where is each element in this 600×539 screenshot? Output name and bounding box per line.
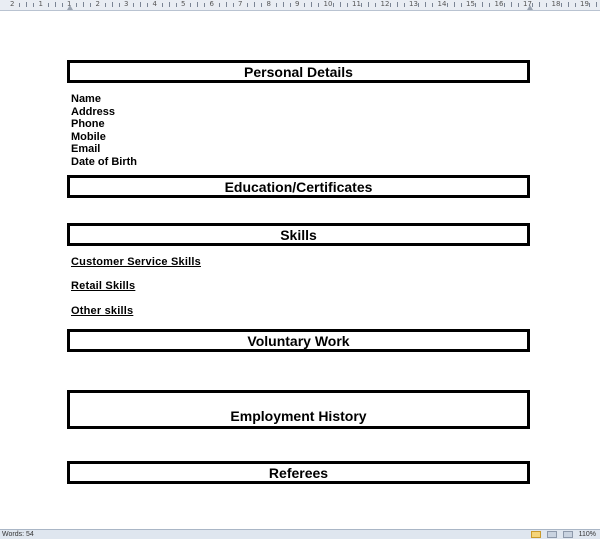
section-voluntary-work (67, 329, 530, 352)
field-label: Mobile (71, 130, 106, 143)
ruler-number: 18 (551, 0, 561, 8)
section-title: Skills (280, 226, 317, 243)
ruler-tick (55, 2, 56, 7)
horizontal-ruler[interactable] (0, 0, 600, 11)
ruler-tick (575, 3, 576, 7)
field-label: Name (71, 93, 101, 105)
ruler-number: 2 (10, 0, 15, 8)
ruler-tick (340, 2, 341, 7)
ruler-tick (511, 2, 512, 7)
ruler-tick (147, 3, 148, 7)
ruler-tick (226, 2, 227, 7)
ruler-tick (561, 3, 562, 7)
zoom-level[interactable]: 110% (578, 531, 596, 538)
field-label: Date of Birth (71, 155, 137, 168)
ruler-number: 1 (67, 0, 72, 8)
ruler-tick (489, 3, 490, 7)
ruler-number: 8 (266, 0, 271, 8)
ruler-number: 4 (152, 0, 157, 8)
section-title: Personal Details (244, 63, 353, 80)
print-layout-view-button[interactable] (531, 531, 541, 538)
ruler-number: 19 (580, 0, 589, 8)
section-employment-history (67, 390, 530, 429)
ruler-number: 12 (380, 0, 390, 8)
ruler-number: 7 (238, 0, 243, 8)
personal-fields-list (71, 93, 137, 168)
ruler-number: 16 (494, 0, 504, 8)
ruler-tick (83, 2, 84, 7)
ruler-number: 14 (437, 0, 447, 8)
section-education (67, 175, 530, 198)
ruler-tick (197, 2, 198, 7)
ruler-tick (19, 3, 20, 7)
section-title: Voluntary Work (247, 332, 350, 349)
ruler-tick (219, 3, 220, 7)
ruler-number: 2 (95, 0, 100, 8)
ruler-tick (589, 3, 590, 7)
ruler-tick (133, 3, 134, 7)
ruler-tick (90, 3, 91, 7)
ruler-tick (482, 2, 483, 7)
ruler-number: 6 (209, 0, 214, 8)
ruler-tick (596, 2, 597, 7)
ruler-tick (162, 3, 163, 7)
ruler-tick (247, 3, 248, 7)
document-page[interactable] (0, 11, 600, 529)
ruler-tick (361, 3, 362, 7)
ruler-tick (76, 3, 77, 7)
skill-heading: Customer Service Skills (71, 256, 201, 268)
ruler-tick (290, 3, 291, 7)
field-label: Phone (71, 118, 105, 130)
section-title: Referees (268, 464, 329, 481)
ruler-tick (190, 3, 191, 7)
ruler-number: 13 (409, 0, 418, 8)
ruler-tick (539, 2, 540, 7)
ruler-tick (475, 3, 476, 7)
ruler-tick (404, 3, 405, 7)
ruler-tick (432, 3, 433, 7)
ruler-number: 10 (323, 0, 333, 8)
ruler-tick (375, 3, 376, 7)
ruler-tick (347, 3, 348, 7)
ruler-tick (568, 2, 569, 7)
ruler-tick (518, 3, 519, 7)
ruler-tick (169, 2, 170, 7)
section-personal-details (67, 60, 530, 83)
ruler-tick (504, 3, 505, 7)
ruler-tick (204, 3, 205, 7)
ruler-tick (418, 3, 419, 7)
section-title: Education/Certificates (224, 178, 373, 195)
ruler-number: 11 (352, 0, 361, 8)
ruler-tick (454, 2, 455, 7)
field-label: Address (71, 105, 116, 118)
ruler-tick (112, 2, 113, 7)
ruler-tick (261, 3, 262, 7)
ruler-tick (233, 3, 234, 7)
word-count[interactable]: Words: 54 (2, 531, 34, 538)
ruler-tick (26, 2, 27, 7)
ruler-tick (368, 2, 369, 7)
ruler-number: 9 (295, 0, 300, 8)
ruler-number: 5 (181, 0, 186, 8)
ruler-tick (140, 2, 141, 7)
web-layout-view-button[interactable] (563, 531, 573, 538)
ruler-tick (283, 2, 284, 7)
indent-marker-icon[interactable] (67, 5, 73, 10)
ruler-tick (48, 3, 49, 7)
ruler-tick (119, 3, 120, 7)
ruler-tick (318, 3, 319, 7)
skill-heading: Retail Skills (71, 280, 136, 292)
ruler-tick (176, 3, 177, 7)
ruler-tick (304, 3, 305, 7)
ruler-number: 1 (38, 0, 43, 8)
ruler-tick (105, 3, 106, 7)
section-skills (67, 223, 530, 246)
ruler-tick (461, 3, 462, 7)
ruler-tick (311, 2, 312, 7)
ruler-tick (447, 3, 448, 7)
ruler-tick (546, 3, 547, 7)
ruler-number: 3 (124, 0, 129, 8)
ruler-tick (333, 3, 334, 7)
ruler-tick (254, 2, 255, 7)
field-label: Email (71, 143, 101, 155)
ruler-number: 15 (466, 0, 475, 8)
ruler-number: 17 (523, 0, 532, 8)
skill-heading: Other skills (71, 305, 134, 317)
ruler-tick (425, 2, 426, 7)
section-title: Employment History (230, 408, 367, 424)
ruler-tick (33, 3, 34, 7)
ruler-tick (276, 3, 277, 7)
full-screen-view-button[interactable] (547, 531, 557, 538)
ruler-tick (390, 3, 391, 7)
right-indent-marker-icon[interactable] (527, 5, 533, 10)
section-referees (67, 461, 530, 484)
ruler-tick (62, 3, 63, 7)
ruler-tick (397, 2, 398, 7)
